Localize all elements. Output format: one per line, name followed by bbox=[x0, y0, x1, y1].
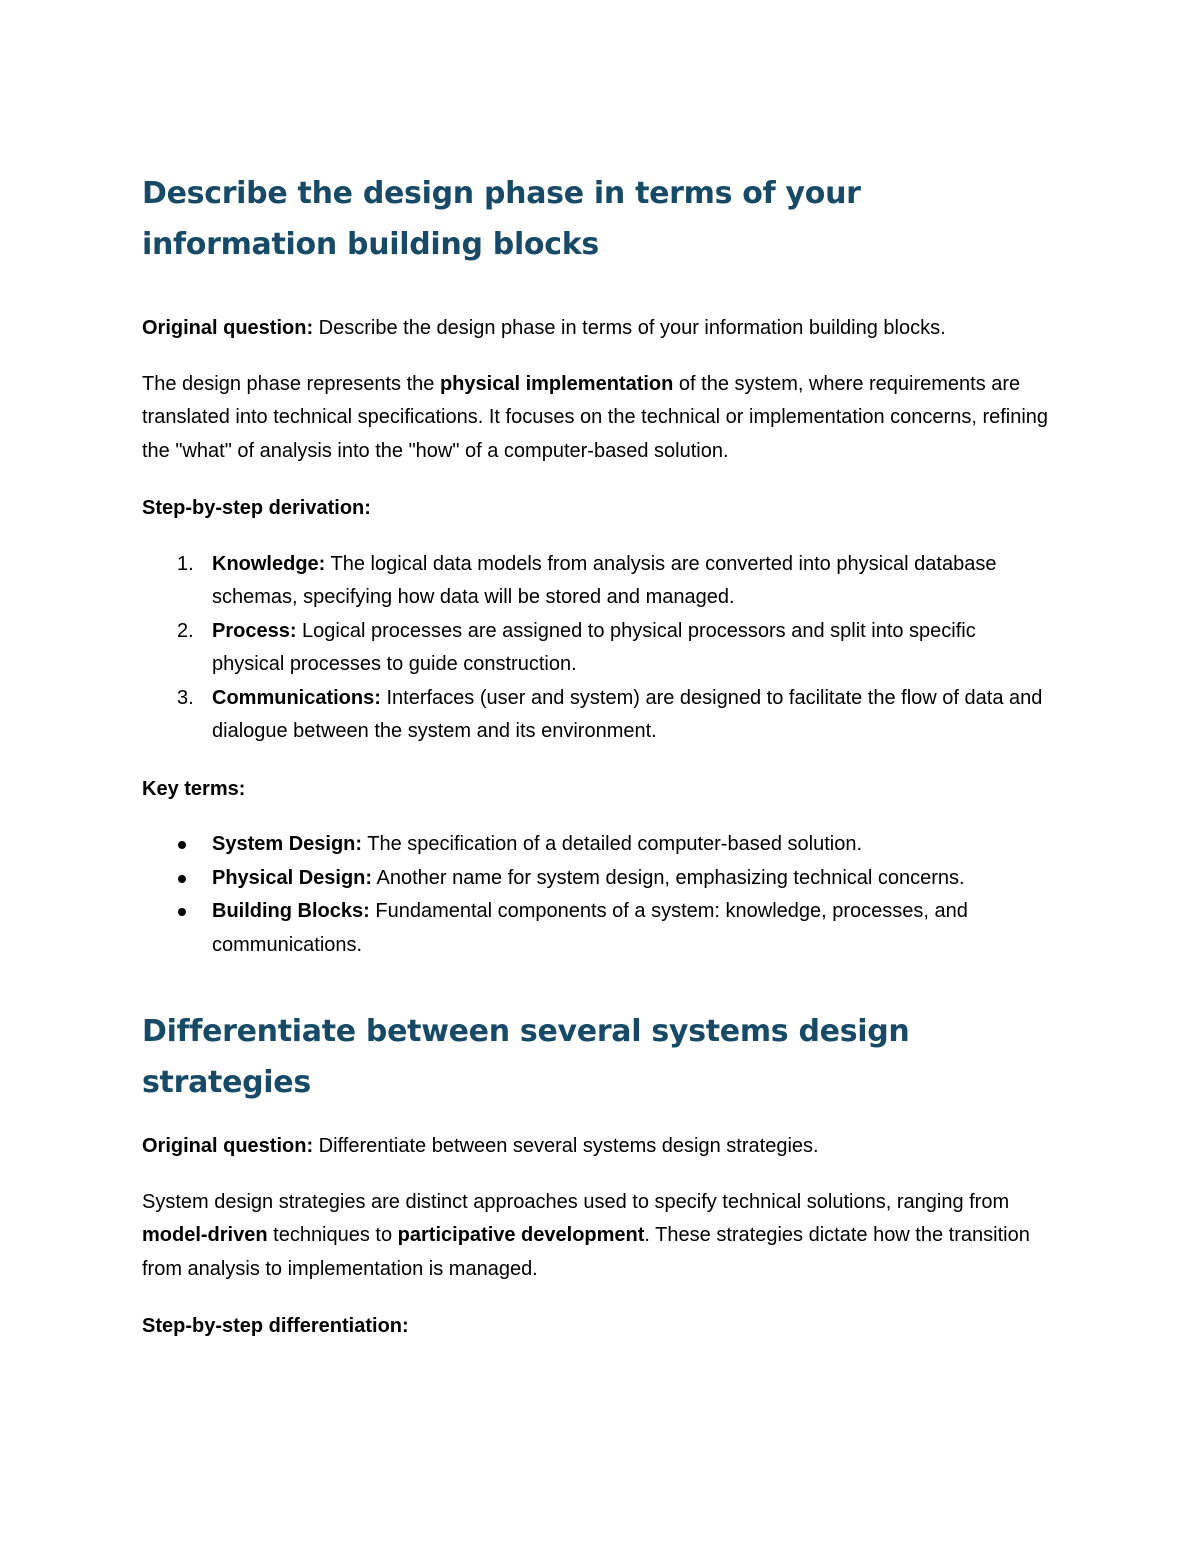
step-text: Logical processes are assigned to physical processors and split into specific physical processes to guide construction. bbox=[212, 619, 976, 675]
intro-text-start: System design strategies are distinct approaches used to specify technical solutions, ranging from bbox=[142, 1190, 1010, 1213]
list-item bbox=[142, 615, 1052, 682]
steps-label bbox=[142, 1310, 1052, 1344]
key-term-text: Another name for system design, emphasizing technical concerns. bbox=[372, 866, 965, 889]
steps-list bbox=[142, 548, 1052, 749]
key-term: Physical Design: bbox=[212, 866, 373, 889]
intro-text-end: of the system, where requirements are translated into technical specifications. It focuses on the technical or implementation concerns, refining the "what" of analysis into the "how" of a computer-based solution. bbox=[142, 372, 1049, 462]
document-page bbox=[142, 168, 1052, 1344]
list-number: 3. bbox=[177, 686, 194, 709]
steps-label-text: Step-by-step derivation: bbox=[142, 497, 371, 519]
intro-paragraph bbox=[142, 1186, 1052, 1287]
intro-text-middle: techniques to bbox=[267, 1224, 398, 1246]
list-number: 1. bbox=[177, 552, 194, 575]
key-term-text: The specification of a detailed computer-based solution. bbox=[362, 833, 862, 855]
intro-paragraph bbox=[142, 368, 1052, 469]
intro-text-start: The design phase represents the bbox=[142, 372, 440, 395]
key-terms-label bbox=[142, 773, 1052, 807]
steps-label-text: Step-by-step differentiation: bbox=[142, 1315, 409, 1337]
key-term: System Design: bbox=[212, 833, 363, 855]
list-item bbox=[142, 828, 1052, 862]
key-terms-label-text: Key terms: bbox=[142, 777, 246, 800]
list-item bbox=[142, 895, 1052, 962]
step-text: Interfaces (user and system) are designed to facilitate the flow of data and dialogue between the system and its environment. bbox=[212, 686, 1043, 742]
key-terms-list bbox=[142, 828, 1052, 962]
steps-label bbox=[142, 492, 1052, 526]
list-item bbox=[142, 548, 1052, 615]
original-question bbox=[142, 1130, 1052, 1164]
intro-text-end: . These strategies dictate how the transition from analysis to implementation is managed. bbox=[142, 1224, 1030, 1280]
key-term: Building Blocks: bbox=[212, 900, 370, 922]
key-term-text: Fundamental components of a system: knowledge, processes, and communications. bbox=[212, 900, 968, 956]
intro-bold-term: model-driven bbox=[142, 1224, 268, 1246]
bullet-icon bbox=[178, 841, 186, 849]
list-item bbox=[142, 862, 1052, 896]
section-heading-design-strategies: Differentiate between several systems design strategies bbox=[142, 1014, 910, 1100]
original-question-text: Describe the design phase in terms of your information building blocks. bbox=[313, 317, 946, 339]
step-text: The logical data models from analysis are converted into physical database schemas, specifying how data will be stored and managed. bbox=[212, 552, 997, 608]
step-term: Process: bbox=[212, 619, 297, 642]
list-item bbox=[142, 682, 1052, 749]
original-question-text: Differentiate between several systems design strategies. bbox=[313, 1135, 819, 1157]
intro-bold-term: participative development bbox=[397, 1224, 645, 1246]
section-heading-design-phase: Describe the design phase in terms of your information building blocks bbox=[142, 176, 861, 262]
original-question bbox=[142, 312, 1052, 346]
intro-bold-term: physical implementation bbox=[439, 372, 674, 395]
step-term: Communications: bbox=[212, 686, 381, 709]
bullet-icon bbox=[178, 875, 186, 883]
original-question-label: Original question: bbox=[142, 317, 314, 339]
original-question-label: Original question: bbox=[142, 1135, 314, 1157]
step-term: Knowledge: bbox=[212, 552, 326, 575]
list-number: 2. bbox=[177, 619, 194, 642]
bullet-icon bbox=[178, 908, 186, 916]
